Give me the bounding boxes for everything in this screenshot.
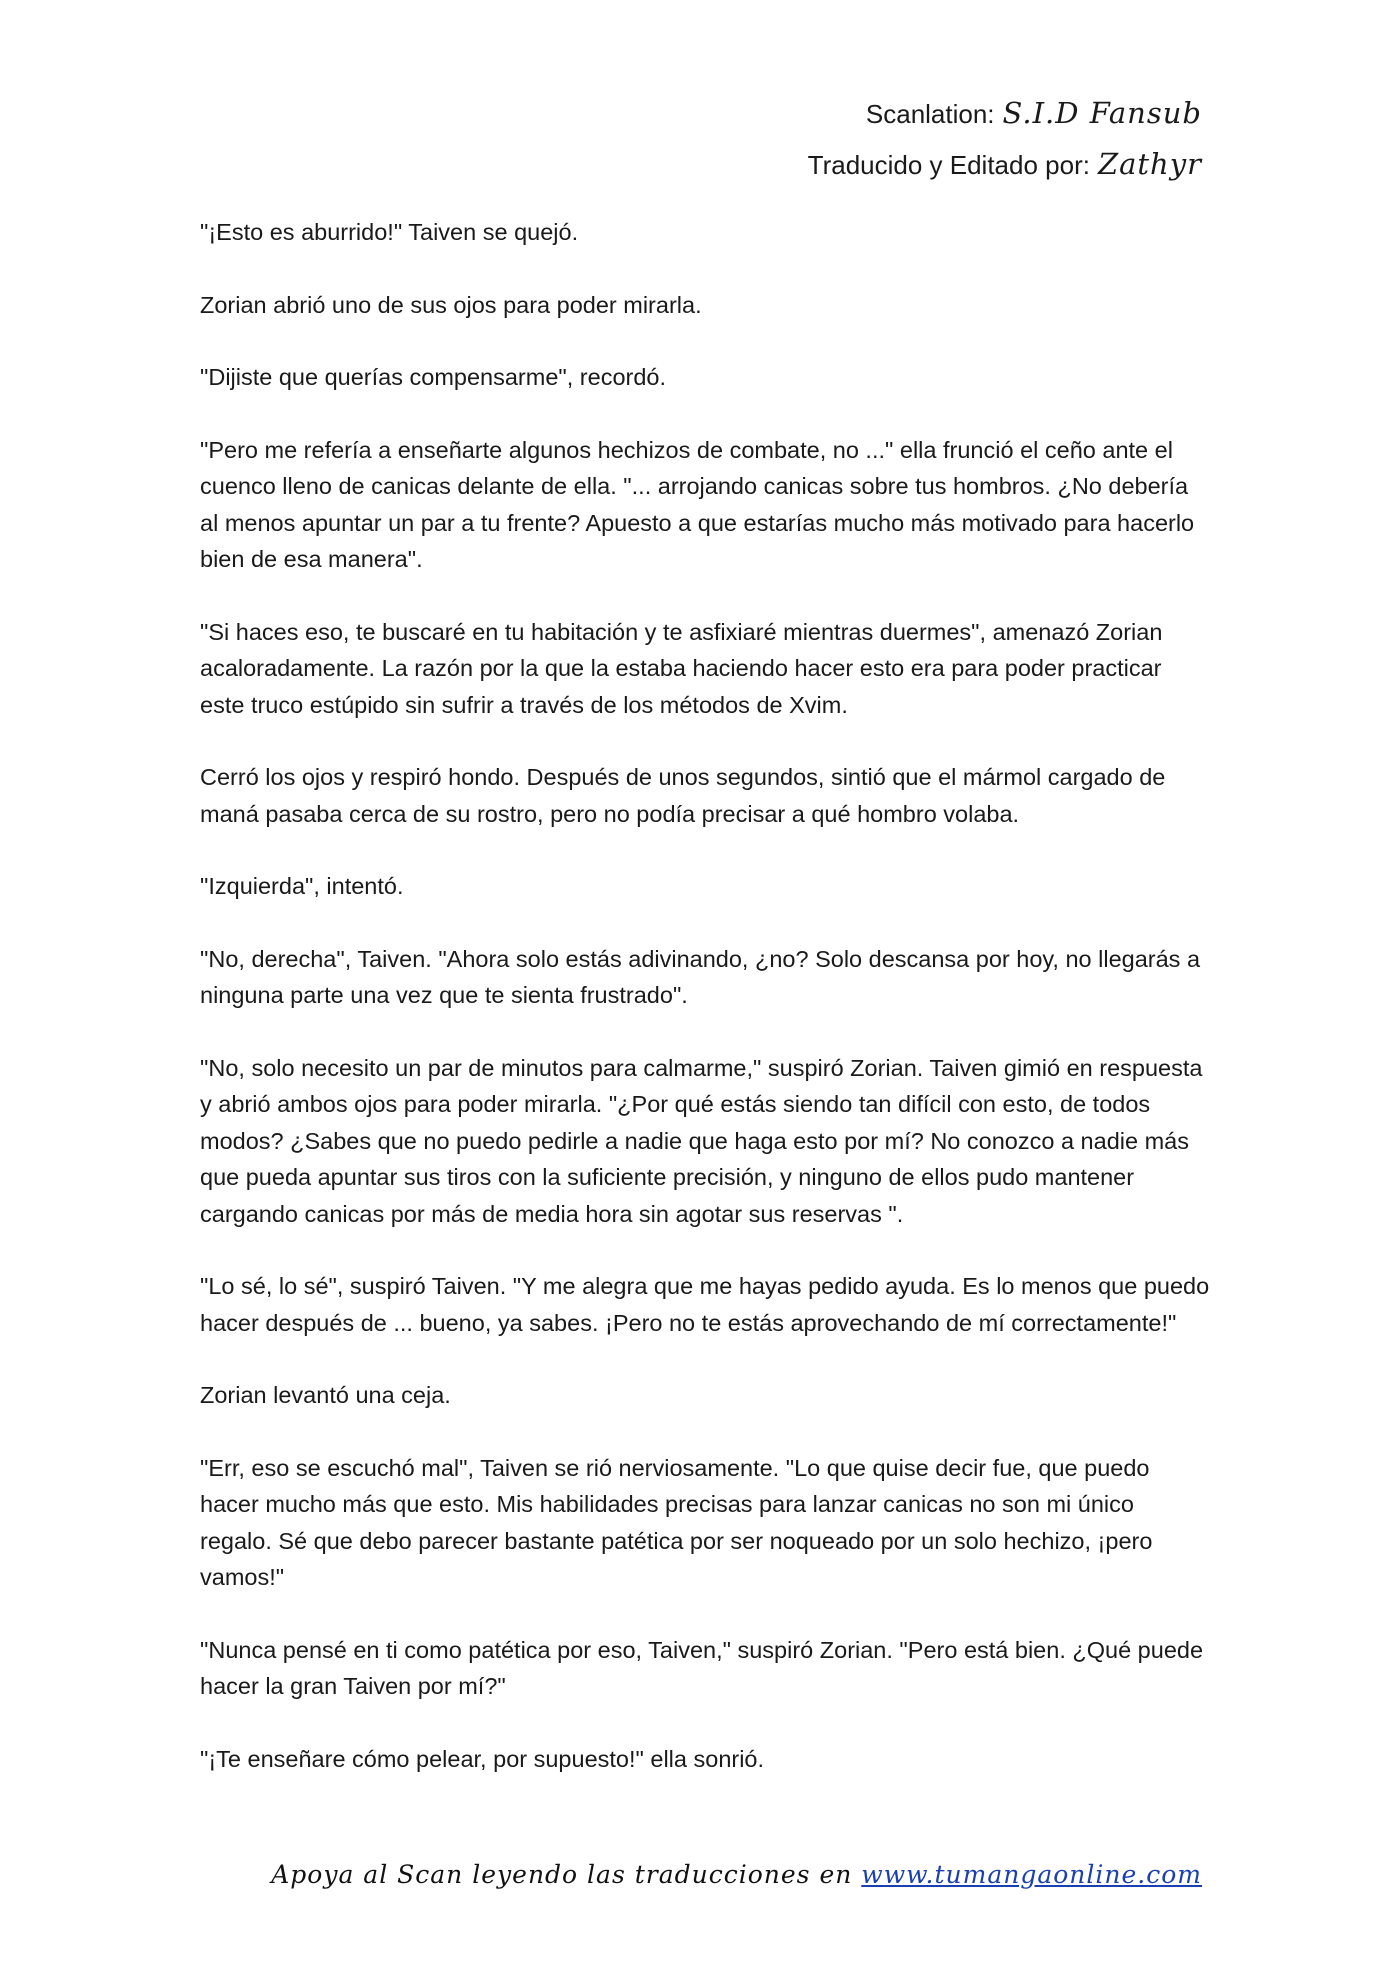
paragraph: "Si haces eso, te buscaré en tu habitación y te asfixiaré mientras duermes", amenazó Zorian acaloradamente. La razón por la que la estaba haciendo hacer esto era para poder practicar este truco estúpido sin sufrir a través de los métodos de Xvim. — [200, 618, 1163, 718]
footer-link[interactable]: www.tumangaonline.com — [861, 1860, 1202, 1889]
paragraph: "No, derecha", Taiven. "Ahora solo estás adivinando, ¿no? Solo descansa por hoy, no llegarás a ninguna parte una vez que te sienta frustrado". — [200, 945, 1201, 1008]
page-header — [808, 88, 1202, 190]
paragraph: "Pero me refería a enseñarte algunos hechizos de combate, no ..." ella frunció el ceño ante el cuenco lleno de canicas delante de ella. "... arrojando canicas sobre tus hombros. ¿No debería al menos apuntar un par a tu frente? Apuesto a que estarías mucho más motivado para hacerlo bien de esa manera". — [200, 436, 1195, 572]
translator-label: Traducido y Editado por: — [807, 150, 1090, 180]
page-footer — [271, 1860, 1202, 1889]
paragraph: Cerró los ojos y respiró hondo. Después de unos segundos, sintió que el mármol cargado de maná pasaba cerca de su rostro, pero no podía precisar a qué hombro volaba. — [200, 764, 1166, 827]
scanlation-credit — [808, 88, 1202, 139]
translator-name: Zathyr — [1097, 147, 1202, 181]
story-text — [200, 214, 1210, 1813]
scanlation-label: Scanlation: — [865, 99, 995, 129]
paragraph: "No, solo necesito un par de minutos para calmarme," suspiró Zorian. Taiven gimió en respuesta y abrió ambos ojos para poder mirarla. "¿Por qué estás siendo tan difícil con esto, de todos modos? ¿Sabes que no puedo pedirle a nadie que haga esto por mí? No conozco a nadie más que pueda apuntar sus tiros con la suficiente precisión, y ninguno de ellos pudo mantener cargando canicas por más de media hora sin agotar sus reservas ". — [200, 1054, 1203, 1227]
footer-text: Apoya al Scan leyendo las traducciones en — [271, 1860, 853, 1889]
paragraph: "Err, eso se escuchó mal", Taiven se rió nerviosamente. "Lo que quise decir fue, que puedo hacer mucho más que esto. Mis habilidades precisas para lanzar canicas no son mi único regalo. Sé que debo parecer bastante patética por ser noqueado por un solo hechizo, ¡pero vamos!" — [200, 1454, 1153, 1590]
scanlation-name: S.I.D Fansub — [1002, 96, 1202, 130]
paragraph: "Izquierda", intentó. — [200, 873, 404, 899]
paragraph: "¡Esto es aburrido!" Taiven se quejó. — [200, 219, 579, 245]
paragraph: Zorian abrió uno de sus ojos para poder mirarla. — [200, 291, 702, 318]
translator-credit — [808, 139, 1202, 190]
paragraph: "¡Te enseñare cómo pelear, por supuesto!" ella sonrió. — [200, 1745, 765, 1772]
paragraph: "Lo sé, lo sé", suspiró Taiven. "Y me alegra que me hayas pedido ayuda. Es lo menos que puedo hacer después de ... bueno, ya sabes. ¡Pero no te estás aprovechando de mí correctamente!" — [200, 1273, 1210, 1336]
paragraph: "Nunca pensé en ti como patética por eso, Taiven," suspiró Zorian. "Pero está bien. ¿Qué puede hacer la gran Taiven por mí?" — [200, 1636, 1204, 1699]
paragraph: "Dijiste que querías compensarme", recordó. — [200, 364, 667, 390]
paragraph: Zorian levantó una ceja. — [200, 1382, 451, 1408]
